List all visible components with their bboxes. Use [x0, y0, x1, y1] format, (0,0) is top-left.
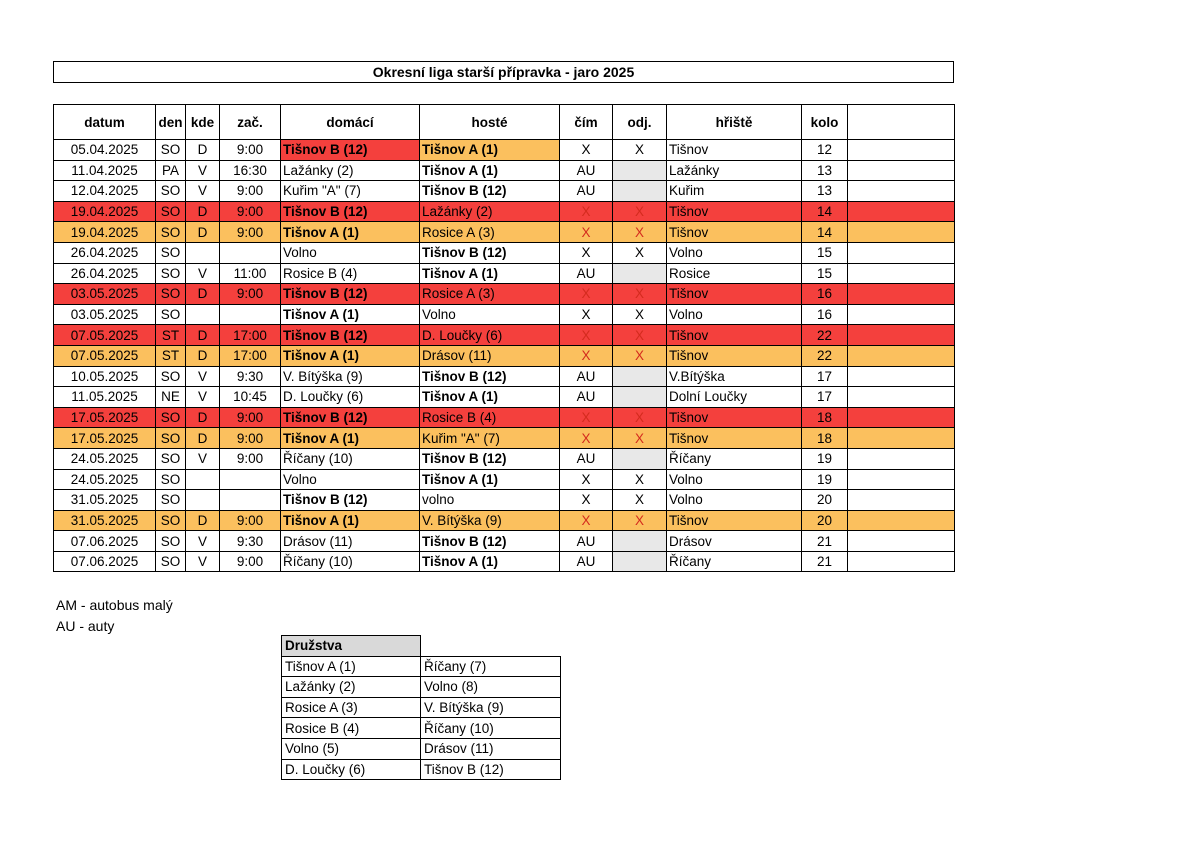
- round-cell: 20: [802, 510, 848, 531]
- venue-cell: Volno: [667, 304, 802, 325]
- guest-team-cell: Rosice A (3): [420, 284, 560, 305]
- teams-header-row: [282, 636, 561, 657]
- col-cim: čím: [560, 105, 613, 140]
- round-cell: 16: [802, 304, 848, 325]
- departure-cell: X: [613, 428, 667, 449]
- blank-cell: [848, 325, 955, 346]
- guest-team-cell: Tišnov B (12): [420, 242, 560, 263]
- kde-cell: V: [186, 531, 220, 552]
- kde-cell: D: [186, 428, 220, 449]
- den-cell: NE: [156, 387, 186, 408]
- home-team-cell: Volno: [281, 469, 420, 490]
- departure-cell: [613, 531, 667, 552]
- home-team-cell: Rosice B (4): [281, 263, 420, 284]
- team-name-cell: Lažánky (2): [282, 677, 421, 698]
- kde-cell: [186, 242, 220, 263]
- departure-cell: [613, 448, 667, 469]
- kde-cell: [186, 469, 220, 490]
- start-time-cell: 9:00: [220, 140, 281, 161]
- blank-cell: [848, 242, 955, 263]
- datum-cell: 17.05.2025: [54, 407, 156, 428]
- team-name-cell: Říčany (7): [421, 656, 561, 677]
- table-row: [54, 490, 955, 511]
- venue-cell: Dolní Loučky: [667, 387, 802, 408]
- team-name-cell: Říčany (10): [421, 718, 561, 739]
- departure-cell: [613, 263, 667, 284]
- departure-cell: [613, 387, 667, 408]
- table-row: [54, 428, 955, 449]
- col-kolo: kolo: [802, 105, 848, 140]
- team-name-cell: Drásov (11): [421, 738, 561, 759]
- venue-cell: Tišnov: [667, 284, 802, 305]
- transport-cell: X: [560, 304, 613, 325]
- round-cell: 22: [802, 325, 848, 346]
- venue-cell: Říčany: [667, 551, 802, 572]
- datum-cell: 19.04.2025: [54, 222, 156, 243]
- round-cell: 18: [802, 428, 848, 449]
- blank-cell: [848, 551, 955, 572]
- kde-cell: D: [186, 284, 220, 305]
- home-team-cell: Tišnov B (12): [281, 407, 420, 428]
- departure-cell: [613, 181, 667, 202]
- blank-cell: [848, 201, 955, 222]
- venue-cell: Tišnov: [667, 345, 802, 366]
- kde-cell: V: [186, 366, 220, 387]
- den-cell: ST: [156, 325, 186, 346]
- blank-cell: [848, 304, 955, 325]
- home-team-cell: Tišnov B (12): [281, 284, 420, 305]
- datum-cell: 24.05.2025: [54, 448, 156, 469]
- round-cell: 13: [802, 160, 848, 181]
- kde-cell: D: [186, 222, 220, 243]
- start-time-cell: 9:00: [220, 510, 281, 531]
- blank-cell: [848, 160, 955, 181]
- den-cell: ST: [156, 345, 186, 366]
- guest-team-cell: Tišnov A (1): [420, 160, 560, 181]
- den-cell: SO: [156, 428, 186, 449]
- guest-team-cell: Tišnov A (1): [420, 140, 560, 161]
- transport-cell: X: [560, 222, 613, 243]
- transport-cell: X: [560, 242, 613, 263]
- teams-row: [282, 759, 561, 780]
- table-row: [54, 263, 955, 284]
- round-cell: 14: [802, 201, 848, 222]
- team-name-cell: Rosice B (4): [282, 718, 421, 739]
- teams-row: [282, 697, 561, 718]
- transport-cell: AU: [560, 263, 613, 284]
- departure-cell: X: [613, 407, 667, 428]
- den-cell: SO: [156, 490, 186, 511]
- departure-cell: X: [613, 304, 667, 325]
- table-row: [54, 304, 955, 325]
- departure-cell: [613, 160, 667, 181]
- teams-header-spacer: [421, 636, 561, 657]
- table-row: [54, 551, 955, 572]
- guest-team-cell: Drásov (11): [420, 345, 560, 366]
- guest-team-cell: Tišnov A (1): [420, 469, 560, 490]
- kde-cell: V: [186, 263, 220, 284]
- departure-cell: X: [613, 140, 667, 161]
- start-time-cell: [220, 242, 281, 263]
- datum-cell: 24.05.2025: [54, 469, 156, 490]
- datum-cell: 12.04.2025: [54, 181, 156, 202]
- datum-cell: 26.04.2025: [54, 263, 156, 284]
- start-time-cell: 10:45: [220, 387, 281, 408]
- table-row: [54, 387, 955, 408]
- transport-cell: X: [560, 510, 613, 531]
- home-team-cell: Tišnov B (12): [281, 490, 420, 511]
- transport-cell: X: [560, 284, 613, 305]
- guest-team-cell: Volno: [420, 304, 560, 325]
- guest-team-cell: Tišnov A (1): [420, 551, 560, 572]
- datum-cell: 07.06.2025: [54, 551, 156, 572]
- round-cell: 16: [802, 284, 848, 305]
- kde-cell: D: [186, 510, 220, 531]
- guest-team-cell: Kuřim "A" (7): [420, 428, 560, 449]
- blank-cell: [848, 263, 955, 284]
- datum-cell: 07.06.2025: [54, 531, 156, 552]
- table-row: [54, 325, 955, 346]
- teams-row: [282, 656, 561, 677]
- round-cell: 17: [802, 366, 848, 387]
- round-cell: 19: [802, 469, 848, 490]
- departure-cell: X: [613, 284, 667, 305]
- departure-cell: [613, 366, 667, 387]
- home-team-cell: Drásov (11): [281, 531, 420, 552]
- home-team-cell: Tišnov A (1): [281, 345, 420, 366]
- kde-cell: V: [186, 160, 220, 181]
- table-row: [54, 366, 955, 387]
- team-name-cell: Rosice A (3): [282, 697, 421, 718]
- blank-cell: [848, 448, 955, 469]
- transport-cell: AU: [560, 181, 613, 202]
- round-cell: 15: [802, 263, 848, 284]
- start-time-cell: [220, 490, 281, 511]
- round-cell: 18: [802, 407, 848, 428]
- transport-cell: X: [560, 407, 613, 428]
- transport-cell: X: [560, 428, 613, 449]
- col-kde: kde: [186, 105, 220, 140]
- start-time-cell: 9:00: [220, 448, 281, 469]
- den-cell: PA: [156, 160, 186, 181]
- home-team-cell: Tišnov A (1): [281, 428, 420, 449]
- venue-cell: Tišnov: [667, 140, 802, 161]
- start-time-cell: 9:30: [220, 366, 281, 387]
- departure-cell: X: [613, 345, 667, 366]
- legend-au: AU - auty: [56, 618, 115, 634]
- home-team-cell: Tišnov B (12): [281, 201, 420, 222]
- datum-cell: 11.05.2025: [54, 387, 156, 408]
- venue-cell: Tišnov: [667, 325, 802, 346]
- transport-cell: X: [560, 201, 613, 222]
- guest-team-cell: D. Loučky (6): [420, 325, 560, 346]
- den-cell: SO: [156, 448, 186, 469]
- den-cell: SO: [156, 284, 186, 305]
- departure-cell: X: [613, 222, 667, 243]
- kde-cell: D: [186, 325, 220, 346]
- departure-cell: X: [613, 490, 667, 511]
- kde-cell: V: [186, 448, 220, 469]
- start-time-cell: 17:00: [220, 325, 281, 346]
- venue-cell: Volno: [667, 469, 802, 490]
- guest-team-cell: Rosice B (4): [420, 407, 560, 428]
- departure-cell: X: [613, 510, 667, 531]
- home-team-cell: Tišnov A (1): [281, 304, 420, 325]
- round-cell: 19: [802, 448, 848, 469]
- departure-cell: X: [613, 469, 667, 490]
- table-row: [54, 407, 955, 428]
- start-time-cell: 17:00: [220, 345, 281, 366]
- blank-cell: [848, 510, 955, 531]
- table-row: [54, 469, 955, 490]
- datum-cell: 07.05.2025: [54, 345, 156, 366]
- col-den: den: [156, 105, 186, 140]
- departure-cell: X: [613, 242, 667, 263]
- round-cell: 15: [802, 242, 848, 263]
- round-cell: 21: [802, 531, 848, 552]
- round-cell: 20: [802, 490, 848, 511]
- blank-cell: [848, 531, 955, 552]
- start-time-cell: 9:00: [220, 407, 281, 428]
- team-name-cell: Tišnov B (12): [421, 759, 561, 780]
- venue-cell: Volno: [667, 490, 802, 511]
- home-team-cell: Říčany (10): [281, 551, 420, 572]
- schedule-table: [53, 104, 955, 572]
- home-team-cell: Volno: [281, 242, 420, 263]
- transport-cell: AU: [560, 551, 613, 572]
- legend-am: AM - autobus malý: [56, 597, 173, 613]
- col-zac: zač.: [220, 105, 281, 140]
- den-cell: SO: [156, 366, 186, 387]
- departure-cell: X: [613, 325, 667, 346]
- teams-row: [282, 677, 561, 698]
- start-time-cell: 9:00: [220, 428, 281, 449]
- datum-cell: 31.05.2025: [54, 490, 156, 511]
- datum-cell: 03.05.2025: [54, 284, 156, 305]
- departure-cell: X: [613, 201, 667, 222]
- table-row: [54, 201, 955, 222]
- col-datum: datum: [54, 105, 156, 140]
- guest-team-cell: Tišnov B (12): [420, 366, 560, 387]
- home-team-cell: Kuřim "A" (7): [281, 181, 420, 202]
- guest-team-cell: V. Bítýška (9): [420, 510, 560, 531]
- teams-row: [282, 738, 561, 759]
- home-team-cell: Tišnov B (12): [281, 325, 420, 346]
- blank-cell: [848, 345, 955, 366]
- transport-cell: AU: [560, 387, 613, 408]
- start-time-cell: 11:00: [220, 263, 281, 284]
- blank-cell: [848, 140, 955, 161]
- den-cell: SO: [156, 469, 186, 490]
- venue-cell: Rosice: [667, 263, 802, 284]
- table-row: [54, 242, 955, 263]
- table-row: [54, 160, 955, 181]
- start-time-cell: [220, 304, 281, 325]
- round-cell: 17: [802, 387, 848, 408]
- datum-cell: 10.05.2025: [54, 366, 156, 387]
- den-cell: SO: [156, 140, 186, 161]
- team-name-cell: Volno (8): [421, 677, 561, 698]
- table-row: [54, 531, 955, 552]
- blank-cell: [848, 222, 955, 243]
- home-team-cell: Říčany (10): [281, 448, 420, 469]
- start-time-cell: 9:00: [220, 201, 281, 222]
- table-row: [54, 510, 955, 531]
- col-blank: [848, 105, 955, 140]
- guest-team-cell: Tišnov B (12): [420, 448, 560, 469]
- col-hoste: hosté: [420, 105, 560, 140]
- guest-team-cell: Tišnov A (1): [420, 387, 560, 408]
- venue-cell: Kuřim: [667, 181, 802, 202]
- kde-cell: V: [186, 387, 220, 408]
- datum-cell: 19.04.2025: [54, 201, 156, 222]
- team-name-cell: V. Bítýška (9): [421, 697, 561, 718]
- table-row: [54, 284, 955, 305]
- den-cell: SO: [156, 181, 186, 202]
- den-cell: SO: [156, 510, 186, 531]
- venue-cell: Lažánky: [667, 160, 802, 181]
- venue-cell: Tišnov: [667, 428, 802, 449]
- round-cell: 21: [802, 551, 848, 572]
- den-cell: SO: [156, 551, 186, 572]
- datum-cell: 26.04.2025: [54, 242, 156, 263]
- home-team-cell: D. Loučky (6): [281, 387, 420, 408]
- kde-cell: D: [186, 140, 220, 161]
- team-name-cell: Volno (5): [282, 738, 421, 759]
- guest-team-cell: Tišnov A (1): [420, 263, 560, 284]
- venue-cell: Tišnov: [667, 201, 802, 222]
- teams-header: Družstva: [282, 636, 421, 657]
- transport-cell: AU: [560, 160, 613, 181]
- datum-cell: 05.04.2025: [54, 140, 156, 161]
- header-row: [54, 105, 955, 140]
- den-cell: SO: [156, 531, 186, 552]
- transport-cell: AU: [560, 448, 613, 469]
- kde-cell: D: [186, 201, 220, 222]
- blank-cell: [848, 428, 955, 449]
- venue-cell: Volno: [667, 242, 802, 263]
- table-row: [54, 448, 955, 469]
- blank-cell: [848, 181, 955, 202]
- start-time-cell: 9:00: [220, 222, 281, 243]
- den-cell: SO: [156, 201, 186, 222]
- venue-cell: Tišnov: [667, 407, 802, 428]
- home-team-cell: Tišnov A (1): [281, 510, 420, 531]
- home-team-cell: Tišnov B (12): [281, 140, 420, 161]
- den-cell: SO: [156, 222, 186, 243]
- guest-team-cell: Lažánky (2): [420, 201, 560, 222]
- venue-cell: Říčany: [667, 448, 802, 469]
- guest-team-cell: volno: [420, 490, 560, 511]
- datum-cell: 17.05.2025: [54, 428, 156, 449]
- table-row: [54, 181, 955, 202]
- blank-cell: [848, 387, 955, 408]
- datum-cell: 07.05.2025: [54, 325, 156, 346]
- kde-cell: D: [186, 345, 220, 366]
- table-row: [54, 140, 955, 161]
- kde-cell: D: [186, 407, 220, 428]
- blank-cell: [848, 366, 955, 387]
- start-time-cell: 9:30: [220, 531, 281, 552]
- venue-cell: Tišnov: [667, 222, 802, 243]
- departure-cell: [613, 551, 667, 572]
- kde-cell: [186, 490, 220, 511]
- datum-cell: 03.05.2025: [54, 304, 156, 325]
- datum-cell: 11.04.2025: [54, 160, 156, 181]
- transport-cell: X: [560, 490, 613, 511]
- teams-table: [281, 635, 561, 780]
- blank-cell: [848, 490, 955, 511]
- guest-team-cell: Tišnov B (12): [420, 181, 560, 202]
- kde-cell: V: [186, 181, 220, 202]
- venue-cell: Drásov: [667, 531, 802, 552]
- transport-cell: X: [560, 469, 613, 490]
- transport-cell: AU: [560, 531, 613, 552]
- den-cell: SO: [156, 242, 186, 263]
- home-team-cell: Tišnov A (1): [281, 222, 420, 243]
- start-time-cell: 9:00: [220, 181, 281, 202]
- den-cell: SO: [156, 304, 186, 325]
- col-hriste: hřiště: [667, 105, 802, 140]
- transport-cell: X: [560, 345, 613, 366]
- guest-team-cell: Tišnov B (12): [420, 531, 560, 552]
- guest-team-cell: Rosice A (3): [420, 222, 560, 243]
- team-name-cell: Tišnov A (1): [282, 656, 421, 677]
- start-time-cell: 16:30: [220, 160, 281, 181]
- team-name-cell: D. Loučky (6): [282, 759, 421, 780]
- start-time-cell: [220, 469, 281, 490]
- col-odj: odj.: [613, 105, 667, 140]
- col-domaci: domácí: [281, 105, 420, 140]
- teams-row: [282, 718, 561, 739]
- round-cell: 22: [802, 345, 848, 366]
- venue-cell: Tišnov: [667, 510, 802, 531]
- venue-cell: V.Bítýška: [667, 366, 802, 387]
- page-title: Okresní liga starší přípravka - jaro 2025: [53, 61, 954, 83]
- home-team-cell: Lažánky (2): [281, 160, 420, 181]
- blank-cell: [848, 469, 955, 490]
- den-cell: SO: [156, 407, 186, 428]
- round-cell: 14: [802, 222, 848, 243]
- table-row: [54, 345, 955, 366]
- start-time-cell: 9:00: [220, 551, 281, 572]
- round-cell: 12: [802, 140, 848, 161]
- transport-cell: X: [560, 140, 613, 161]
- start-time-cell: 9:00: [220, 284, 281, 305]
- blank-cell: [848, 407, 955, 428]
- transport-cell: X: [560, 325, 613, 346]
- den-cell: SO: [156, 263, 186, 284]
- transport-cell: AU: [560, 366, 613, 387]
- datum-cell: 31.05.2025: [54, 510, 156, 531]
- round-cell: 13: [802, 181, 848, 202]
- home-team-cell: V. Bítýška (9): [281, 366, 420, 387]
- kde-cell: [186, 304, 220, 325]
- blank-cell: [848, 284, 955, 305]
- table-row: [54, 222, 955, 243]
- kde-cell: V: [186, 551, 220, 572]
